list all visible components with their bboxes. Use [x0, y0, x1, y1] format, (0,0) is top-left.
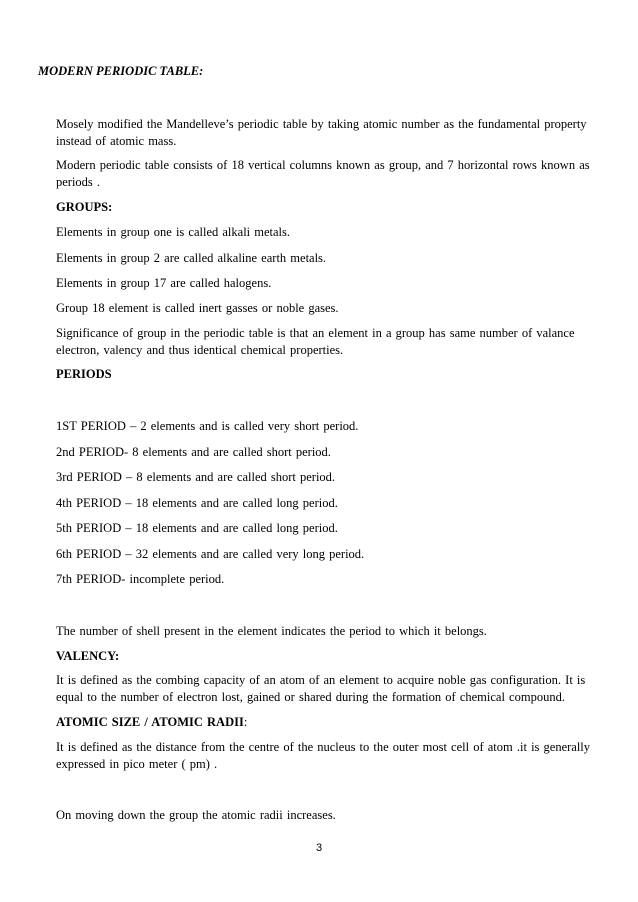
- atomic-size-line-2: expressed in pico meter ( pm) .: [56, 757, 218, 771]
- groups-significance-line-1: Significance of group in the periodic table is that an element in a group has same number of valance: [56, 326, 575, 340]
- groups-item: Elements in group 2 are called alkaline earth metals.: [56, 251, 327, 265]
- periods-heading: PERIODS: [56, 367, 112, 381]
- intro-paragraph-1-line-1: Mosely modified the Mandelleve’s periodic table by taking atomic number as the fundamental property: [56, 117, 587, 131]
- periods-item: 7th PERIOD- incomplete period.: [56, 572, 225, 586]
- intro-paragraph-1-line-2: instead of atomic mass.: [56, 134, 177, 148]
- atomic-size-heading-colon: :: [243, 715, 248, 729]
- atomic-size-heading-row: [56, 714, 596, 731]
- atomic-size-trend: On moving down the group the atomic radii increases.: [56, 808, 336, 822]
- periods-item: 5th PERIOD – 18 elements and are called long period.: [56, 521, 338, 535]
- valency-line-2: equal to the number of electron lost, gained or shared during the formation of chemical compound.: [56, 690, 565, 704]
- groups-item: Elements in group 17 are called halogens.: [56, 276, 272, 290]
- atomic-size-heading: ATOMIC SIZE / ATOMIC RADII: [56, 715, 244, 729]
- groups-item: Elements in group one is called alkali metals.: [56, 225, 291, 239]
- groups-item: Group 18 element is called inert gasses or noble gases.: [56, 301, 339, 315]
- page-number: 3: [315, 842, 323, 854]
- valency-heading: VALENCY:: [56, 649, 120, 663]
- periods-item: 6th PERIOD – 32 elements and are called very long period.: [56, 547, 365, 561]
- periods-item: 4th PERIOD – 18 elements and are called long period.: [56, 496, 338, 510]
- intro-paragraph-2-line-1: Modern periodic table consists of 18 vertical columns known as group, and 7 horizontal rows known as: [56, 158, 590, 172]
- atomic-size-line-1: It is defined as the distance from the centre of the nucleus to the outer most cell of atom .it is generally: [56, 740, 591, 754]
- periods-shell-note: The number of shell present in the element indicates the period to which it belongs.: [56, 624, 487, 638]
- periods-item: 2nd PERIOD- 8 elements and are called short period.: [56, 445, 331, 459]
- intro-paragraph-2-line-2: periods .: [56, 175, 101, 189]
- groups-heading: GROUPS:: [56, 200, 113, 214]
- valency-line-1: It is defined as the combing capacity of an atom of an element to acquire noble gas configuration. It is: [56, 673, 586, 687]
- groups-significance-line-2: electron, valency and thus identical chemical properties.: [56, 343, 344, 357]
- periods-item: 3rd PERIOD – 8 elements and are called short period.: [56, 470, 336, 484]
- periods-item: 1ST PERIOD – 2 elements and is called very short period.: [56, 419, 359, 433]
- page-title: MODERN PERIODIC TABLE:: [38, 64, 204, 78]
